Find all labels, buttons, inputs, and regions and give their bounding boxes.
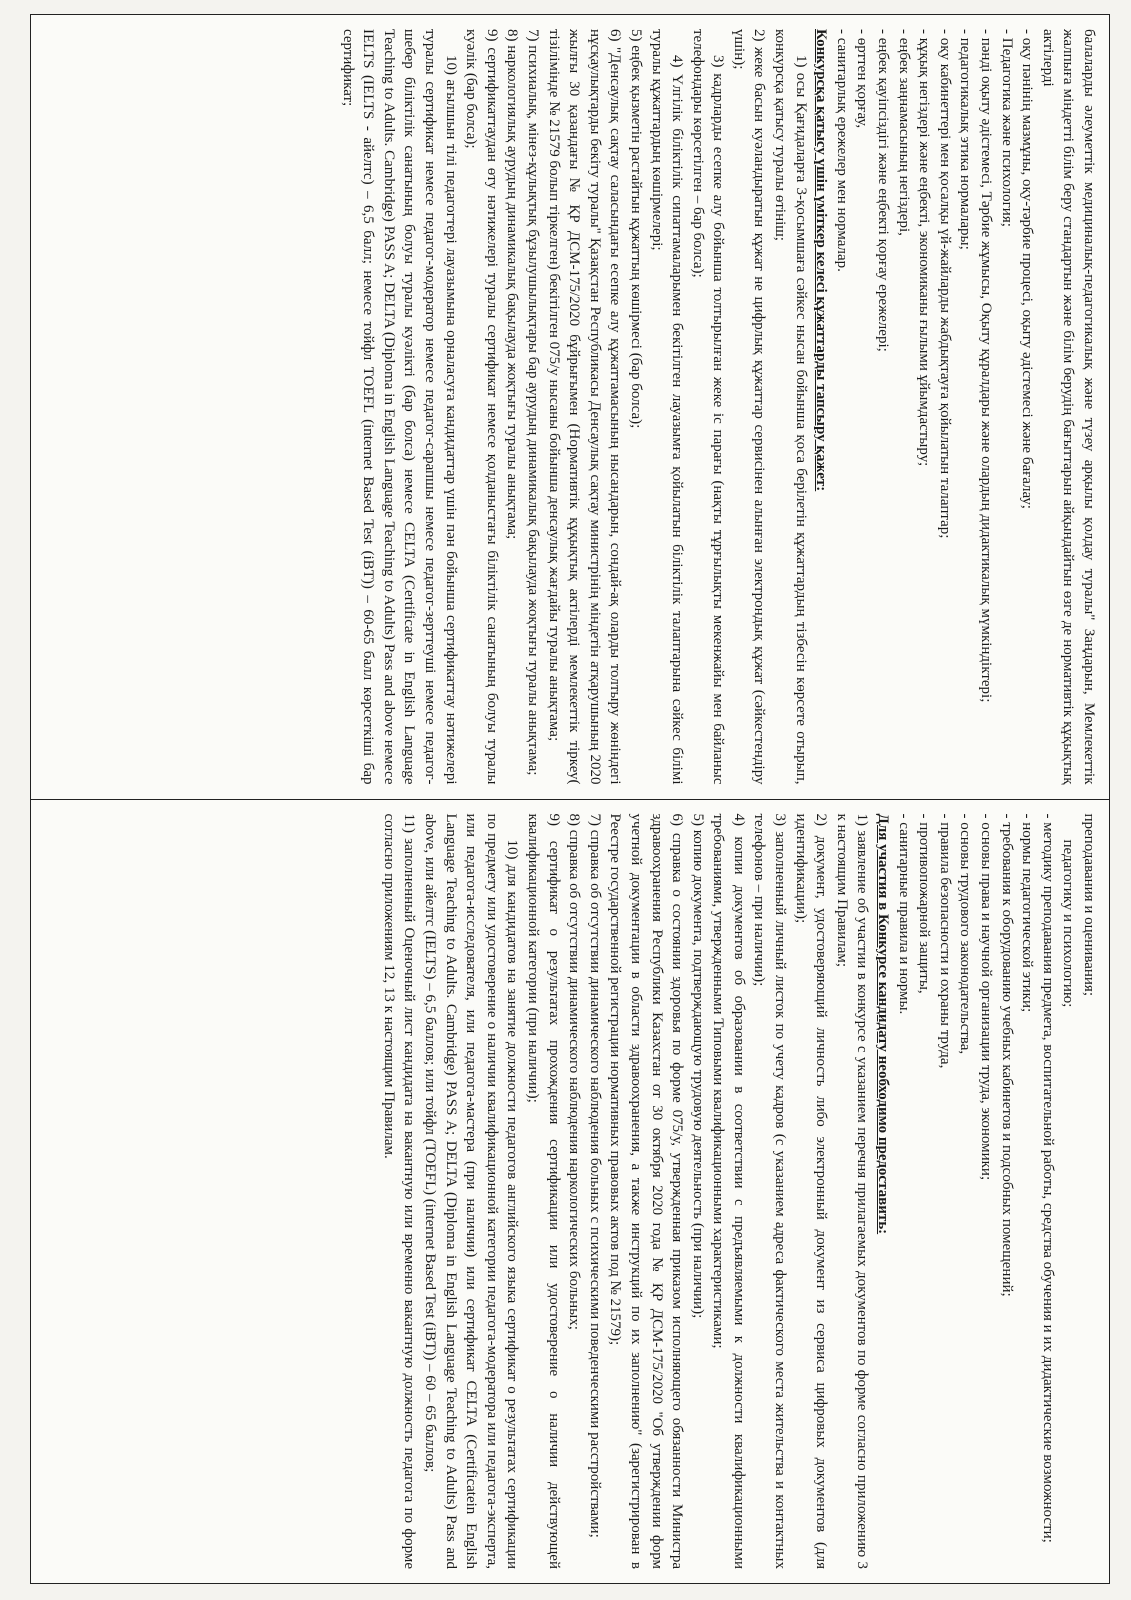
- kz-para: - құқық негіздері және еңбекті, экономиканы ғылыми ұйымдастыру;: [916, 29, 933, 467]
- ru-list-item: 6) справка о состоянии здоровья по форме 075/у, утвержденная приказом исполняющего обязанности Министра здравоохранения Республики Казахстан от 30 октября 2020 года № ҚР ДСМ-175/2020 "Об утверждении форм учетной документации в области здравоохранения, а также инструкций по их заполнению" (зарегистрирован в Реестре государственной регистрации нормативных правовых актов под № 21579);: [607, 813, 686, 1569]
- kz-list-item: 3) кадрларды есепке алу бойынша толтырылған жеке іс парағы (нақты тұрғылықты мекенжайы мен байланыс телефондары көрсетілген – бар болса);: [689, 29, 727, 785]
- ru-list-item: 2) документ, удостоверяющий личность либо электронный документ из сервиса цифровых документов (для идентификации);: [792, 813, 830, 1569]
- ru-list-item: 9) сертификат о результатах прохождения сертификации или удостоверение о наличии действующей квалификационной категории (при наличии);: [524, 813, 562, 1569]
- kz-para: - еңбек қауіпсіздігі және еңбекті қорғау ережелері;: [875, 29, 892, 352]
- kz-para: - өрттен қорғау,: [854, 29, 871, 129]
- kazakh-column: [31, 15, 1110, 800]
- ru-list-item: 10) для кандидатов на занятие должности педагогов английского языка сертификат о результатах сертификации по предмету или удостоверение о наличии квалификационной категории педагога-модератора или педагога-эксперта, или педагога-исследователя, или педагога-мастера (при наличии) или сертификат CELTA (Certificatein English Language Teaching to Adults. Cambridge) PASS A; DELTA (Diploma in English Language Teaching to Adults) Pass and above, или айелтс (IELTS) – 6,5 баллов; или тойфл (TOEFL) (internet Based Test (iBT)) – 60 – 65 баллов;: [422, 813, 521, 1569]
- kz-para: - еңбек заңнамасының негіздері,: [895, 29, 912, 236]
- kz-list-item: 2) жеке басын куәландыратын құжат не цифрлық құжаттар сервисінен алынған электрондық құжат (сәйкестендіру үшін);: [730, 29, 768, 785]
- kz-para: - санитарлық ережелер мен нормалар.: [833, 29, 850, 272]
- ru-list-item: 7) справка об отсутствии динамического наблюдения больных с психическими поведенческими расстройствами;: [586, 813, 603, 1538]
- ru-list-item: 11) заполненный Оценочный лист кандидата на вакантную или временно вакантную должность педагога по форме согласно приложениям 12, 13 к настоящим Правилам.: [380, 813, 418, 1569]
- ru-list-item: 3) заполненный личный листок по учету кадров (с указанием адреса фактического места жительства и контактных телефонов – при наличии);: [751, 813, 789, 1569]
- rotated-content: [30, 14, 1110, 1584]
- ru-para: - основы права и научной организации труда, экономики;: [978, 813, 995, 1181]
- kz-list-item: 4) Үлгілік біліктілік сипаттамаларымен бекітілген лауазымға қойылатын біліктілік талаптарына сәйкес білімі туралы құжаттардың көшірмелері;: [648, 29, 686, 785]
- table-row: [31, 15, 1110, 1584]
- ru-list-item: 8) справка об отсутствии динамического наблюдения наркологических больных;: [566, 813, 583, 1330]
- ru-para: - противопожарной защиты,: [916, 813, 933, 994]
- kz-list-item: 8) наркологиялық аурудың динамикалық бақылауда жоқтығы туралы анықтама;: [504, 29, 521, 540]
- kz-para: балаларды әлеуметтік медициналық-педагогикалық және түзеу арқылы қолдау туралы" Заңдарын, Мемлекеттік жалпыға міндетті білім беру стандартын және білім берудің бағыттарын айқындайтын өзге де нормативтік құқықтық актілерді: [1039, 29, 1097, 785]
- ru-para: - санитарные правила и нормы.: [895, 813, 912, 1015]
- russian-column: [31, 799, 1110, 1584]
- ru-para: - основы трудового законодательства,: [957, 813, 974, 1055]
- kz-para: - педагогикалық этика нормалары;: [957, 29, 974, 250]
- ru-para: - правила безопасности и охраны труда,: [936, 813, 953, 1069]
- ru-list-item: 5) копию документа, подтверждающую трудовую деятельность (при наличии);: [689, 813, 706, 1319]
- bilingual-table: [30, 14, 1110, 1584]
- ru-para: - требования к оборудованию учебных кабинетов и подсобных помещений;: [998, 813, 1015, 1297]
- ru-list-item: 1) заявление об участии в конкурсе с указанием перечня прилагаемых документов по форме согласно приложению 3 к настоящим Правилам;: [833, 813, 871, 1569]
- kz-para: - оқу кабинеттері мен қосалқы үй-жайларды жабдықтауға қойылатын талаптар;: [936, 29, 953, 539]
- kz-list-item: 6) "Денсаулық сақтау саласындағы есепке алу құжаттамасының нысандарын, сондай-ақ оларды толтыру жөніндегі нұсқаулықтарды бекіту туралы" Қазақстан Республикасы Денсаулық сақтау министрінің міндетін атқарушының 2020 жылғы 30 қазандағы № ҚР ДСМ-175/2020 бұйрығымен (Нормативтік құқықтық актілерді мемлекеттік тіркеу( тізілімінде № 21579 болып тіркелген) бекітілген 075/у нысаны бойынша денсаулық жағдайы туралы анықтама;: [545, 29, 624, 785]
- kz-list-item: 9) сертификаттаудан өту нәтижелері туралы сертификат немесе қолданыстағы біліктілік санатының болуы туралы куәлік (бар болса);: [463, 29, 500, 785]
- kz-para: - Педагогика және психология;: [998, 29, 1015, 227]
- ru-list-item: 4) копии документов об образовании в соответствии с предъявляемыми к должности квалификационными требованиями, утвержденными Типовыми квалификационными характеристиками;: [710, 813, 747, 1569]
- kz-list-item: 7) психиалық, мінез-құлықтық бұзылушылықтары бар аурудың динамикалық бақылауда жоқтығы туралы анықтама;: [524, 29, 541, 776]
- kz-section-heading: Конкурсқа қатысу үшін үміткер келесі құжаттарды тапсыру қажет:: [813, 29, 830, 492]
- ru-para: педагогику и психологию;: [1060, 839, 1077, 1008]
- scanned-page: [30, 14, 1110, 1584]
- ru-para: - методику преподавания предмета, воспитательной работы, средства обучения и их дидактические возможности;: [1039, 813, 1056, 1543]
- kz-para: - оқу пәнінің мазмұны, оқу-тәрбие процесі, оқыту әдістемесі және бағалау;: [1019, 29, 1036, 509]
- kz-list-item: 1) осы Қағидаларға 3-қосымшаға сәйкес нысан бойынша қоса берілетін құжаттардың тізбесін көрсете отырып, конкурсқа қатысу туралы өтініш;: [772, 29, 809, 785]
- ru-para: - нормы педагогической этики;: [1019, 813, 1036, 1013]
- kz-list-item: 5) еңбек қызметін растайтын құжаттың көшірмесі (бар болса);: [627, 29, 644, 429]
- ru-para: преподавания и оценивания;: [1081, 813, 1097, 996]
- ru-section-heading: Для участия в Конкурсе кандидату необходимо предоставить:: [875, 813, 892, 1235]
- kz-list-item: 10) ағылшын тілі педагогтері лауазымына орналасуға кандидаттар үшін пән бойынша сертификаттау нәтижелері туралы сертификат немесе педагог-модератор немесе педагог-сарапшы немесе педагог-зерттеуші немесе педагог-шебер біліктілік санатының болуы туралы куәлікті (бар болса) немесе CELTA (Certificate in English Language Teaching to Adults. Cambridge) PASS A; DELTA (Diploma in English Language Teaching to Adults) Pass and above немесе IELTS (IELTS - айелтс) – 6,5 балл; немесе тойфл TOEFL (internet Based Test (iBT)) – 60-65 балл көрсеткіші бар сертификат;: [339, 29, 459, 785]
- kz-para: - пәнді оқыту әдістемесі, Тәрбие жұмысы, Оқыту құралдары және олардың дидактикалық мүмкіндіктері;: [978, 29, 995, 703]
